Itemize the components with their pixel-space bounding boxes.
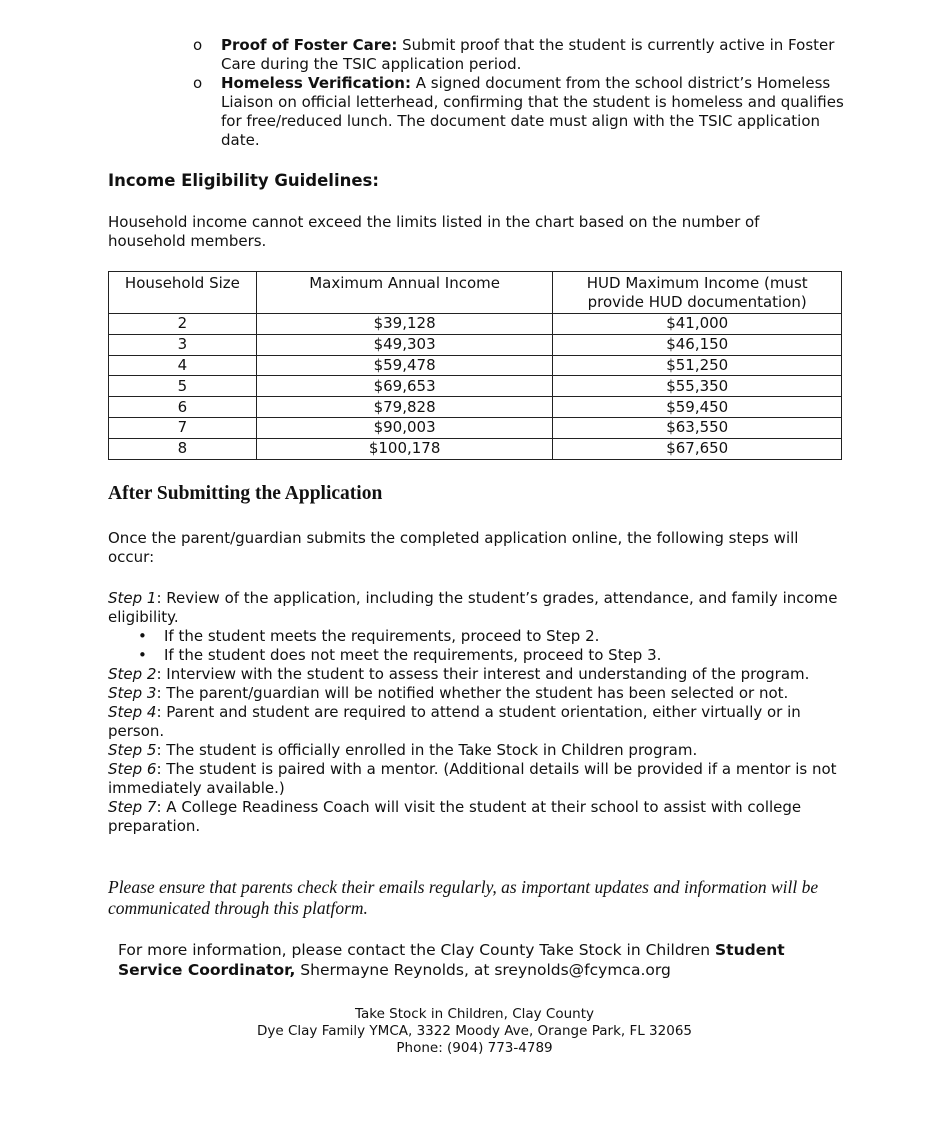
list-item (193, 74, 853, 150)
step-item (108, 741, 848, 760)
step-label: Step 4 (108, 703, 157, 721)
step-text: : The parent/guardian will be notified whether the student has been selected or not. (156, 684, 789, 702)
table-cell: 2 (109, 314, 257, 335)
table-row (109, 438, 842, 459)
table-cell: 7 (109, 417, 257, 438)
table-row (109, 355, 842, 376)
table-cell: $67,650 (553, 438, 842, 459)
table-cell: 6 (109, 397, 257, 418)
step-label: Step 1 (108, 589, 157, 607)
step-text: : Parent and student are required to attend a student orientation, either virtually or in person. (108, 703, 801, 740)
table-cell: 3 (109, 334, 257, 355)
table-header-row (109, 272, 842, 314)
table-cell: 8 (109, 438, 257, 459)
table-cell: $59,478 (256, 355, 553, 376)
step-text: : The student is paired with a mentor. (Additional details will be provided if a mentor is not immediately available.) (108, 760, 837, 797)
table-row (109, 334, 842, 355)
step-text: : The student is officially enrolled in the Take Stock in Children program. (156, 741, 698, 759)
contact-info (118, 940, 838, 980)
table-cell: $100,178 (256, 438, 553, 459)
contact-suffix: Shermayne Reynolds, at sreynolds@fcymca.org (295, 961, 671, 979)
step-item (108, 760, 848, 798)
contact-prefix: For more information, please contact the Clay County Take Stock in Children (118, 941, 715, 959)
step-label: Step 7 (108, 798, 157, 816)
table-cell: $55,350 (553, 376, 842, 397)
sub-item-text: If the student meets the requirements, proceed to Step 2. (164, 627, 600, 645)
dot-bullet-icon: • (138, 627, 147, 645)
step-text: : Interview with the student to assess their interest and understanding of the program. (156, 665, 810, 683)
step-item (108, 798, 848, 836)
table-row (109, 376, 842, 397)
step-label: Step 6 (108, 760, 157, 778)
steps-list (108, 589, 848, 836)
table-cell: $90,003 (256, 417, 553, 438)
column-header-hud-max-income: HUD Maximum Income (must provide HUD documentation) (553, 272, 842, 314)
column-header-max-income: Maximum Annual Income (256, 272, 553, 314)
table-cell: $41,000 (553, 314, 842, 335)
table-cell: $49,303 (256, 334, 553, 355)
income-table (108, 271, 842, 460)
sub-item-text: If the student does not meet the requirements, proceed to Step 3. (164, 646, 662, 664)
sub-list-item (108, 627, 848, 646)
after-paragraph: Once the parent/guardian submits the completed application online, the following steps will occur: (108, 529, 799, 566)
bullet-text: Submit proof that the student is currently active in Foster Care during the TSIC application period. (221, 36, 835, 73)
footer-phone: Phone: (904) 773-4789 (396, 1040, 553, 1056)
step-label: Step 5 (108, 741, 157, 759)
requirements-list (193, 36, 853, 150)
table-cell: $51,250 (553, 355, 842, 376)
step-item (108, 703, 848, 741)
bullet-text: A signed document from the school district’s Homeless Liaison on official letterhead, confirming that the student is homeless and qualifies for free/reduced lunch. The document date must align with the TSIC application date. (221, 74, 844, 149)
column-header-household-size: Household Size (109, 272, 257, 314)
footer (0, 1006, 949, 1057)
table-cell: 4 (109, 355, 257, 376)
contact-role: Student Service Coordinator, (118, 941, 785, 979)
step-item (108, 665, 848, 684)
bullet-term: Proof of Foster Care: (221, 36, 398, 54)
table-cell: $46,150 (553, 334, 842, 355)
table-cell: $59,450 (553, 397, 842, 418)
table-row (109, 397, 842, 418)
table-row (109, 417, 842, 438)
dot-bullet-icon: • (138, 646, 147, 664)
table-row (109, 314, 842, 335)
step-label: Step 3 (108, 684, 157, 702)
step-label: Step 2 (108, 665, 157, 683)
step-text: : A College Readiness Coach will visit the student at their school to assist with college preparation. (108, 798, 802, 835)
step-text: : Review of the application, including the student’s grades, attendance, and family income eligibility. (108, 589, 838, 626)
step-item (108, 589, 848, 627)
table-cell: $69,653 (256, 376, 553, 397)
table-cell: 5 (109, 376, 257, 397)
footer-address: Dye Clay Family YMCA, 3322 Moody Ave, Orange Park, FL 32065 (256, 1023, 693, 1039)
income-paragraph: Household income cannot exceed the limits listed in the chart based on the number of household members. (108, 213, 760, 250)
footer-org: Take Stock in Children, Clay County (354, 1006, 595, 1022)
email-note: Please ensure that parents check their emails regularly, as important updates and information will be communicated through this platform. (108, 877, 819, 918)
step-item (108, 684, 848, 703)
bullet-term: Homeless Verification: (221, 74, 411, 92)
after-heading: After Submitting the Application (108, 483, 383, 504)
table-cell: $79,828 (256, 397, 553, 418)
sub-list-item (108, 646, 848, 665)
income-heading: Income Eligibility Guidelines: (108, 171, 379, 190)
circle-bullet-icon: o (193, 74, 203, 92)
table-cell: $63,550 (553, 417, 842, 438)
list-item (193, 36, 853, 74)
table-cell: $39,128 (256, 314, 553, 335)
circle-bullet-icon: o (193, 36, 203, 54)
